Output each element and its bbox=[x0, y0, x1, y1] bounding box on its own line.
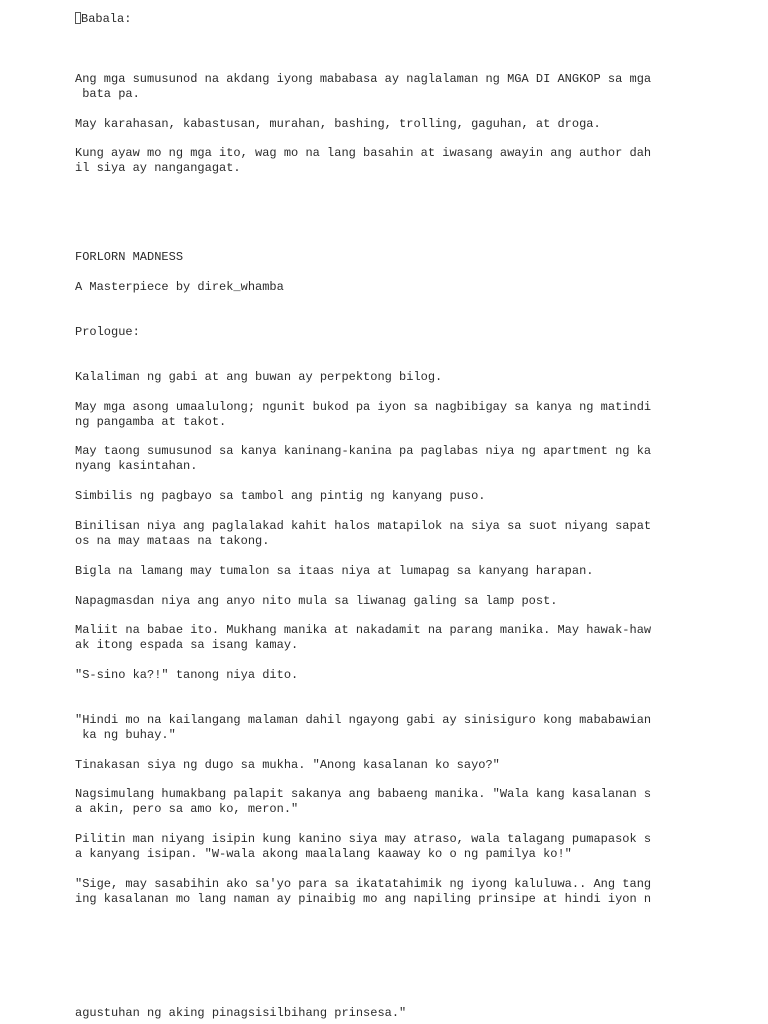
paragraph-line: nyang kasintahan. bbox=[75, 459, 198, 473]
paragraph-line: ng pangamba at takot. bbox=[75, 415, 227, 429]
paragraph-line: a kanyang isipan. "W-wala akong maalalang kaaway ko o ng pamilya ko!" bbox=[75, 847, 572, 861]
warning-line: Ang mga sumusunod na akdang iyong mababasa ay naglalaman ng MGA DI ANGKOP sa mga bbox=[75, 72, 652, 86]
paragraph-line: Nagsimulang humakbang palapit sakanya ang babaeng manika. "Wala kang kasalanan s bbox=[75, 787, 652, 801]
paragraph-line: May mga asong umaalulong; ngunit bukod pa iyon sa nagbibigay sa kanya ng matindi bbox=[75, 400, 652, 414]
warning-line: May karahasan, kabastusan, murahan, bashing, trolling, gaguhan, at droga. bbox=[75, 117, 601, 131]
paragraph-line: os na may mataas na takong. bbox=[75, 534, 270, 548]
paragraph-line: ak itong espada sa isang kamay. bbox=[75, 638, 299, 652]
paragraph-line: Bigla na lamang may tumalon sa itaas niya at lumapag sa kanyang harapan. bbox=[75, 564, 594, 578]
warning-heading bbox=[75, 12, 675, 27]
paragraph-line: "Sige, may sasabihin ako sa'yo para sa ikatatahimik ng iyong kaluluwa.. Ang tang bbox=[75, 877, 652, 891]
paragraph-line: Binilisan niya ang paglalakad kahit halos matapilok na siya sa suot niyang sapat bbox=[75, 519, 652, 533]
warning-heading-text: Babala: bbox=[81, 12, 132, 26]
paragraph-line: Napagmasdan niya ang anyo nito mula sa liwanag galing sa lamp post. bbox=[75, 594, 558, 608]
story-byline: A Masterpiece by direk_whamba bbox=[75, 280, 284, 294]
paragraph-line: ka ng buhay." bbox=[75, 728, 176, 742]
paragraph-line: Maliit na babae ito. Mukhang manika at nakadamit na parang manika. May hawak-haw bbox=[75, 623, 652, 637]
warning-line: Kung ayaw mo ng mga ito, wag mo na lang basahin at iwasang awayin ang author dah bbox=[75, 146, 652, 160]
warning-line: il siya ay nangangagat. bbox=[75, 161, 241, 175]
prologue-heading: Prologue: bbox=[75, 325, 140, 339]
paragraph-line: agustuhan ng aking pinagsisilbihang prinsesa." bbox=[75, 1006, 407, 1020]
paragraph-line: May taong sumusunod sa kanya kaninang-kanina pa paglabas niya ng apartment ng ka bbox=[75, 444, 652, 458]
paragraph-line: "S-sino ka?!" tanong niya dito. bbox=[75, 668, 299, 682]
paragraph-line: Simbilis ng pagbayo sa tambol ang pintig ng kanyang puso. bbox=[75, 489, 486, 503]
document-page bbox=[75, 0, 675, 1024]
paragraph-line: "Hindi mo na kailangang malaman dahil ngayong gabi ay sinisiguro kong mababawian bbox=[75, 713, 652, 727]
paragraph-line: Tinakasan siya ng dugo sa mukha. "Anong kasalanan ko sayo?" bbox=[75, 758, 500, 772]
paragraph-line: a akin, pero sa amo ko, meron." bbox=[75, 802, 299, 816]
paragraph-line: Pilitin man niyang isipin kung kanino siya may atraso, wala talagang pumapasok s bbox=[75, 832, 652, 846]
paragraph-line: Kalaliman ng gabi at ang buwan ay perpektong bilog. bbox=[75, 370, 443, 384]
story-title: FORLORN MADNESS bbox=[75, 250, 184, 264]
warning-line: bata pa. bbox=[75, 87, 140, 101]
paragraph-line: ing kasalanan mo lang naman ay pinaibig mo ang napiling prinsipe at hindi iyon n bbox=[75, 892, 652, 906]
